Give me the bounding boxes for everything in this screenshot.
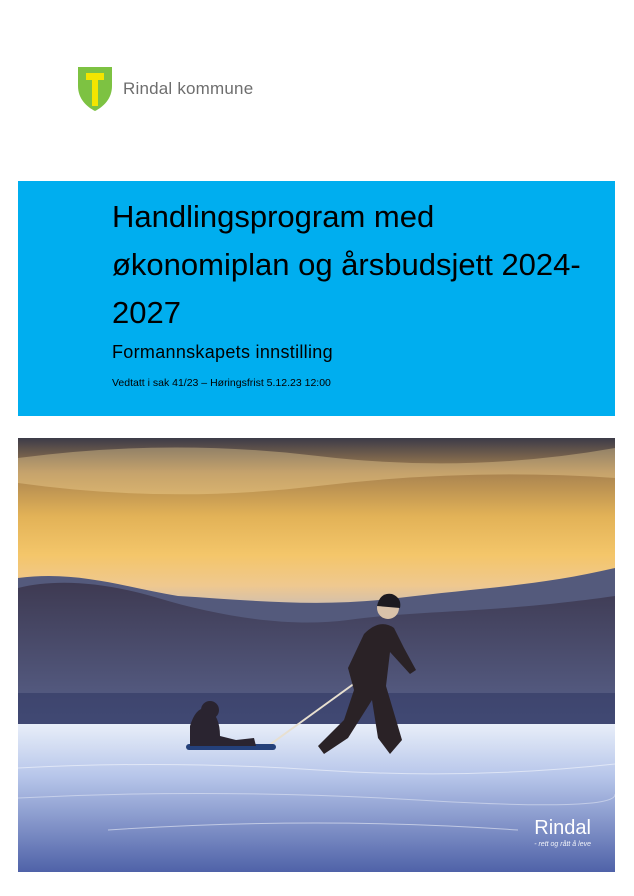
decision-note: Vedtatt i sak 41/23 – Høringsfrist 5.12.23 12:00 — [112, 377, 331, 389]
title-band — [18, 181, 615, 416]
organization-name: Rindal kommune — [123, 79, 254, 98]
brand-tagline: - rett og rått å leve — [534, 841, 591, 848]
brand-name: Rindal — [534, 817, 591, 839]
logo — [77, 66, 253, 112]
cover-photo — [18, 438, 615, 872]
document-subtitle: Formannskapets innstilling — [112, 342, 333, 362]
rindal-brand-mark — [534, 818, 591, 848]
document-title: Handlingsprogram med økonomiplan og årsbudsjett 2024-2027 — [112, 199, 581, 330]
coat-of-arms-icon — [77, 66, 113, 112]
